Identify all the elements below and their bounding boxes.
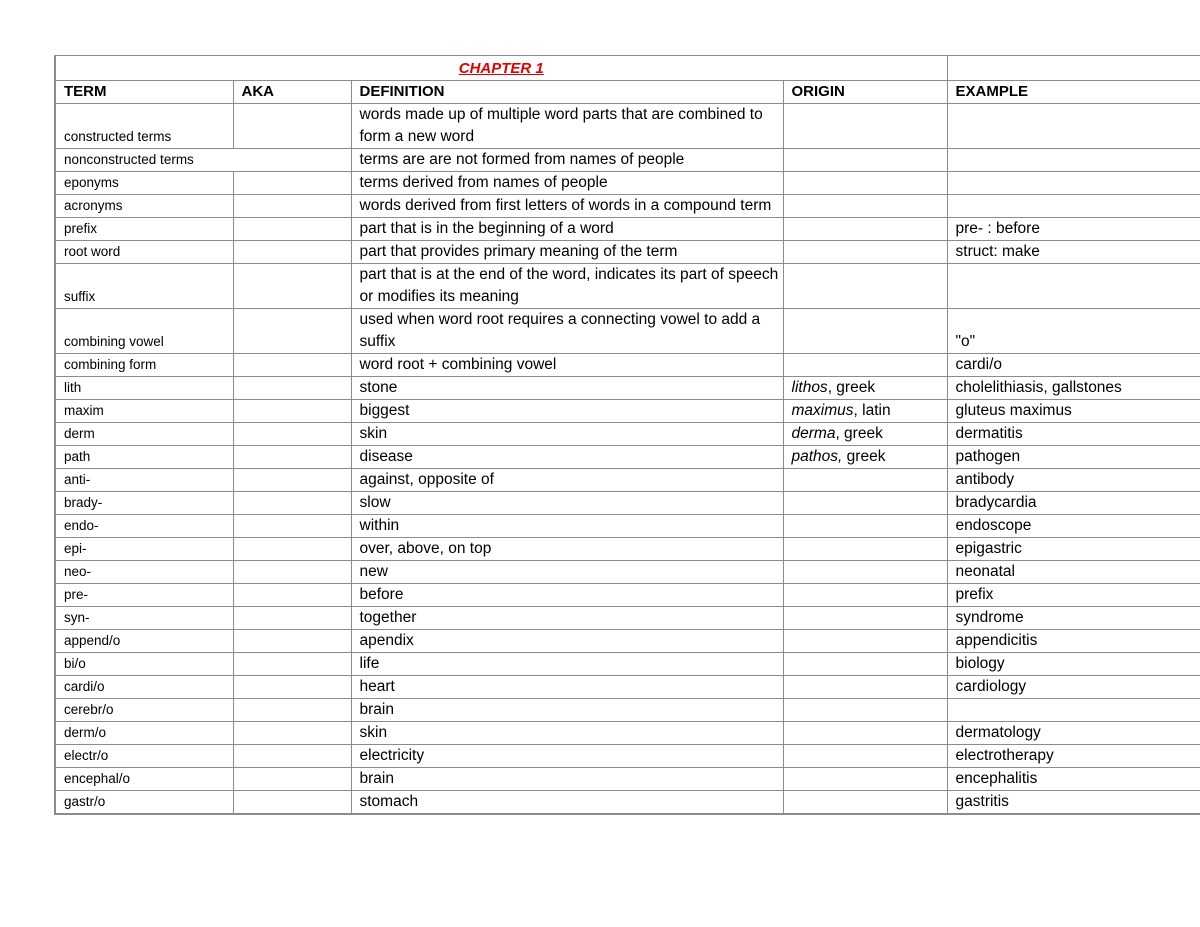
- origin-cell: [783, 218, 947, 241]
- aka-cell: [233, 264, 351, 309]
- origin-language: , greek: [835, 425, 883, 442]
- term-cell: neo-: [55, 561, 233, 584]
- term-cell: gastr/o: [55, 791, 233, 815]
- aka-cell: [233, 630, 351, 653]
- definition-cell: part that is in the beginning of a word: [351, 218, 783, 241]
- table-row: [55, 630, 1200, 653]
- origin-word: derma: [791, 425, 836, 442]
- origin-cell: [783, 104, 947, 149]
- table-row: [55, 515, 1200, 538]
- definition-cell: electricity: [351, 745, 783, 768]
- chapter-title: CHAPTER 1: [55, 56, 947, 81]
- aka-cell: [233, 768, 351, 791]
- table-row: [55, 722, 1200, 745]
- aka-cell: [233, 104, 351, 149]
- table-row: [55, 446, 1200, 469]
- definition-cell: within: [351, 515, 783, 538]
- origin-cell: [783, 791, 947, 815]
- table-row: [55, 264, 1200, 309]
- definition-cell: words made up of multiple word parts that are combined to form a new word: [351, 104, 783, 149]
- title-row-blank-cell: [947, 56, 1200, 81]
- term-cell: path: [55, 446, 233, 469]
- origin-cell: [783, 653, 947, 676]
- table-row: [55, 172, 1200, 195]
- origin-cell: [783, 538, 947, 561]
- definition-cell: skin: [351, 722, 783, 745]
- aka-cell: [233, 423, 351, 446]
- definition-cell: words derived from first letters of words in a compound term: [351, 195, 783, 218]
- term-cell: cardi/o: [55, 676, 233, 699]
- aka-cell: [233, 561, 351, 584]
- origin-word: maximus: [791, 402, 854, 419]
- aka-cell: [233, 377, 351, 400]
- table-row: [55, 309, 1200, 354]
- example-cell: endoscope: [947, 515, 1200, 538]
- header-origin: ORIGIN: [783, 81, 947, 104]
- aka-cell: [233, 584, 351, 607]
- definition-cell: brain: [351, 768, 783, 791]
- header-example: EXAMPLE: [947, 81, 1200, 104]
- definition-cell: apendix: [351, 630, 783, 653]
- header-definition: DEFINITION: [351, 81, 783, 104]
- origin-cell: [783, 446, 947, 469]
- origin-cell: [783, 423, 947, 446]
- origin-cell: [783, 607, 947, 630]
- origin-word: lithos: [791, 379, 828, 396]
- origin-cell: [783, 492, 947, 515]
- definition-cell: biggest: [351, 400, 783, 423]
- table-row: [55, 607, 1200, 630]
- term-cell: epi-: [55, 538, 233, 561]
- example-cell: neonatal: [947, 561, 1200, 584]
- table-row: [55, 492, 1200, 515]
- example-cell: gluteus maximus: [947, 400, 1200, 423]
- example-cell: biology: [947, 653, 1200, 676]
- example-cell: gastritis: [947, 791, 1200, 815]
- origin-cell: [783, 676, 947, 699]
- origin-cell: [783, 400, 947, 423]
- header-row: [55, 81, 1200, 104]
- table-row: [55, 653, 1200, 676]
- table-row: [55, 676, 1200, 699]
- definition-cell: skin: [351, 423, 783, 446]
- table-row: [55, 400, 1200, 423]
- term-cell: root word: [55, 241, 233, 264]
- term-cell: pre-: [55, 584, 233, 607]
- definition-cell: over, above, on top: [351, 538, 783, 561]
- aka-cell: [233, 515, 351, 538]
- aka-cell: [233, 400, 351, 423]
- example-cell: cholelithiasis, gallstones: [947, 377, 1200, 400]
- origin-cell: [783, 745, 947, 768]
- definition-cell: brain: [351, 699, 783, 722]
- aka-cell: [233, 218, 351, 241]
- definition-cell: new: [351, 561, 783, 584]
- definition-cell: disease: [351, 446, 783, 469]
- example-cell: cardiology: [947, 676, 1200, 699]
- header-aka: AKA: [233, 81, 351, 104]
- example-cell: [947, 149, 1200, 172]
- origin-cell: [783, 149, 947, 172]
- example-cell: [947, 699, 1200, 722]
- aka-cell: [233, 492, 351, 515]
- origin-cell: [783, 722, 947, 745]
- definition-cell: terms derived from names of people: [351, 172, 783, 195]
- origin-cell: [783, 195, 947, 218]
- table-row: [55, 538, 1200, 561]
- table-row: [55, 195, 1200, 218]
- table-row: [55, 745, 1200, 768]
- example-cell: "o": [947, 309, 1200, 354]
- term-cell: syn-: [55, 607, 233, 630]
- term-cell: derm/o: [55, 722, 233, 745]
- origin-language: greek: [842, 448, 886, 465]
- origin-cell: [783, 561, 947, 584]
- term-cell: suffix: [55, 264, 233, 309]
- aka-cell: [233, 446, 351, 469]
- origin-cell: [783, 515, 947, 538]
- table-row: [55, 104, 1200, 149]
- example-cell: syndrome: [947, 607, 1200, 630]
- example-cell: pathogen: [947, 446, 1200, 469]
- origin-language: , greek: [827, 379, 876, 396]
- origin-cell: [783, 309, 947, 354]
- definition-cell: stone: [351, 377, 783, 400]
- table-row: [55, 354, 1200, 377]
- term-cell: nonconstructed terms: [55, 149, 351, 172]
- table-row: [55, 768, 1200, 791]
- term-cell: cerebr/o: [55, 699, 233, 722]
- origin-cell: [783, 584, 947, 607]
- example-cell: [947, 195, 1200, 218]
- origin-word: pathos,: [791, 448, 843, 465]
- definition-cell: used when word root requires a connecting vowel to add a suffix: [351, 309, 783, 354]
- aka-cell: [233, 699, 351, 722]
- table-row: [55, 377, 1200, 400]
- definition-cell: part that provides primary meaning of the term: [351, 241, 783, 264]
- origin-cell: [783, 354, 947, 377]
- term-cell: maxim: [55, 400, 233, 423]
- example-cell: struct: make: [947, 241, 1200, 264]
- example-cell: bradycardia: [947, 492, 1200, 515]
- example-cell: prefix: [947, 584, 1200, 607]
- aka-cell: [233, 469, 351, 492]
- example-cell: epigastric: [947, 538, 1200, 561]
- origin-cell: [783, 264, 947, 309]
- definition-cell: part that is at the end of the word, indicates its part of speech or modifies its meaning: [351, 264, 783, 309]
- table-row: [55, 469, 1200, 492]
- aka-cell: [233, 538, 351, 561]
- definition-cell: terms are are not formed from names of people: [351, 149, 783, 172]
- term-cell: combining vowel: [55, 309, 233, 354]
- term-cell: prefix: [55, 218, 233, 241]
- term-cell: combining form: [55, 354, 233, 377]
- aka-cell: [233, 195, 351, 218]
- term-cell: electr/o: [55, 745, 233, 768]
- table-row: [55, 423, 1200, 446]
- table-row: [55, 699, 1200, 722]
- definition-cell: against, opposite of: [351, 469, 783, 492]
- table-row: [55, 241, 1200, 264]
- aka-cell: [233, 676, 351, 699]
- aka-cell: [233, 607, 351, 630]
- example-cell: dermatology: [947, 722, 1200, 745]
- origin-cell: [783, 630, 947, 653]
- term-cell: bi/o: [55, 653, 233, 676]
- table-row: [55, 561, 1200, 584]
- vocabulary-table: [54, 55, 1200, 815]
- definition-cell: word root + combining vowel: [351, 354, 783, 377]
- origin-cell: [783, 469, 947, 492]
- origin-cell: [783, 172, 947, 195]
- table-row: [55, 584, 1200, 607]
- aka-cell: [233, 172, 351, 195]
- aka-cell: [233, 722, 351, 745]
- example-cell: appendicitis: [947, 630, 1200, 653]
- term-cell: constructed terms: [55, 104, 233, 149]
- aka-cell: [233, 791, 351, 815]
- aka-cell: [233, 354, 351, 377]
- example-cell: dermatitis: [947, 423, 1200, 446]
- example-cell: antibody: [947, 469, 1200, 492]
- aka-cell: [233, 745, 351, 768]
- origin-cell: [783, 768, 947, 791]
- table-row: [55, 149, 1200, 172]
- origin-cell: [783, 699, 947, 722]
- example-cell: electrotherapy: [947, 745, 1200, 768]
- definition-cell: before: [351, 584, 783, 607]
- term-cell: derm: [55, 423, 233, 446]
- example-cell: pre- : before: [947, 218, 1200, 241]
- example-cell: cardi/o: [947, 354, 1200, 377]
- table-row: [55, 791, 1200, 815]
- term-cell: brady-: [55, 492, 233, 515]
- definition-cell: heart: [351, 676, 783, 699]
- definition-cell: together: [351, 607, 783, 630]
- origin-cell: [783, 377, 947, 400]
- definition-cell: stomach: [351, 791, 783, 815]
- term-cell: encephal/o: [55, 768, 233, 791]
- aka-cell: [233, 653, 351, 676]
- definition-cell: life: [351, 653, 783, 676]
- example-cell: [947, 104, 1200, 149]
- table-row: [55, 218, 1200, 241]
- term-cell: append/o: [55, 630, 233, 653]
- origin-language: , latin: [853, 402, 891, 419]
- origin-cell: [783, 241, 947, 264]
- example-cell: [947, 172, 1200, 195]
- term-cell: lith: [55, 377, 233, 400]
- example-cell: encephalitis: [947, 768, 1200, 791]
- term-cell: eponyms: [55, 172, 233, 195]
- title-row: [55, 56, 1200, 81]
- term-cell: acronyms: [55, 195, 233, 218]
- aka-cell: [233, 241, 351, 264]
- term-cell: endo-: [55, 515, 233, 538]
- header-term: TERM: [55, 81, 233, 104]
- term-cell: anti-: [55, 469, 233, 492]
- aka-cell: [233, 309, 351, 354]
- definition-cell: slow: [351, 492, 783, 515]
- example-cell: [947, 264, 1200, 309]
